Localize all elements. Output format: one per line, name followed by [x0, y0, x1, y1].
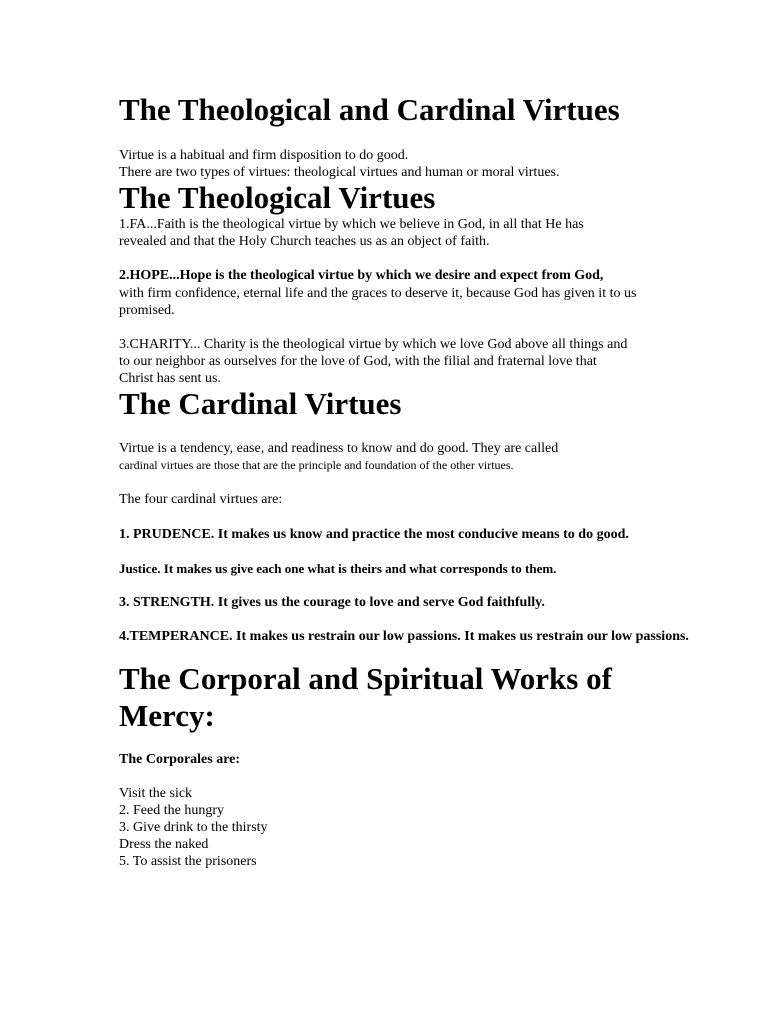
charity-line-2: to our neighbor as ourselves for the love of God, with the filial and fraternal love that — [119, 354, 597, 369]
mercy-list-item: 2. Feed the hungry — [119, 803, 224, 818]
hope-line-3: promised. — [119, 303, 175, 318]
intro-line-2: There are two types of virtues: theological virtues and human or moral virtues. — [119, 165, 560, 180]
corporales-label: The Corporales are: — [119, 752, 241, 767]
mercy-list-item: 3. Give drink to the thirsty — [119, 820, 268, 835]
cardinal-intro-2: cardinal virtues are those that are the principle and foundation of the other virtues. — [119, 458, 514, 472]
four-cardinal-label: The four cardinal virtues are: — [119, 492, 283, 507]
mercy-list-item: Dress the naked — [119, 837, 209, 852]
mercy-list-item: 5. To assist the prisoners — [119, 854, 257, 869]
hope-line-1: 2.HOPE...Hope is the theological virtue by which we desire and expect from God, — [119, 268, 604, 283]
mercy-heading-line-2: Mercy: — [119, 698, 215, 733]
hope-line-2: with firm confidence, eternal life and the graces to deserve it, because God has given it to us — [119, 286, 637, 301]
charity-line-1: 3.CHARITY... Charity is the theological virtue by which we love God above all things and — [119, 337, 628, 352]
prudence-line: 1. PRUDENCE. It makes us know and practice the most conducive means to do good. — [119, 527, 629, 542]
mercy-heading-line-1: The Corporal and Spiritual Works of — [119, 661, 612, 696]
cardinal-intro-1: Virtue is a tendency, ease, and readiness to know and do good. They are called — [119, 441, 559, 456]
justice-line: Justice. It makes us give each one what is theirs and what corresponds to them. — [119, 561, 557, 576]
faith-line-2: revealed and that the Holy Church teaches us as an object of faith. — [119, 234, 490, 249]
mercy-list-item: Visit the sick — [119, 786, 193, 801]
temperance-line: 4.TEMPERANCE. It makes us restrain our low passions. It makes us restrain our low passions. — [119, 629, 689, 644]
intro-line-1: Virtue is a habitual and firm disposition to do good. — [119, 148, 409, 163]
cardinal-heading: The Cardinal Virtues — [119, 386, 402, 421]
charity-line-3: Christ has sent us. — [119, 371, 221, 386]
strength-line: 3. STRENGTH. It gives us the courage to love and serve God faithfully. — [119, 595, 545, 610]
document-title: The Theological and Cardinal Virtues — [119, 92, 620, 127]
faith-line-1: 1.FA...Faith is the theological virtue by which we believe in God, in all that He has — [119, 217, 584, 232]
theological-heading: The Theological Virtues — [119, 180, 436, 215]
